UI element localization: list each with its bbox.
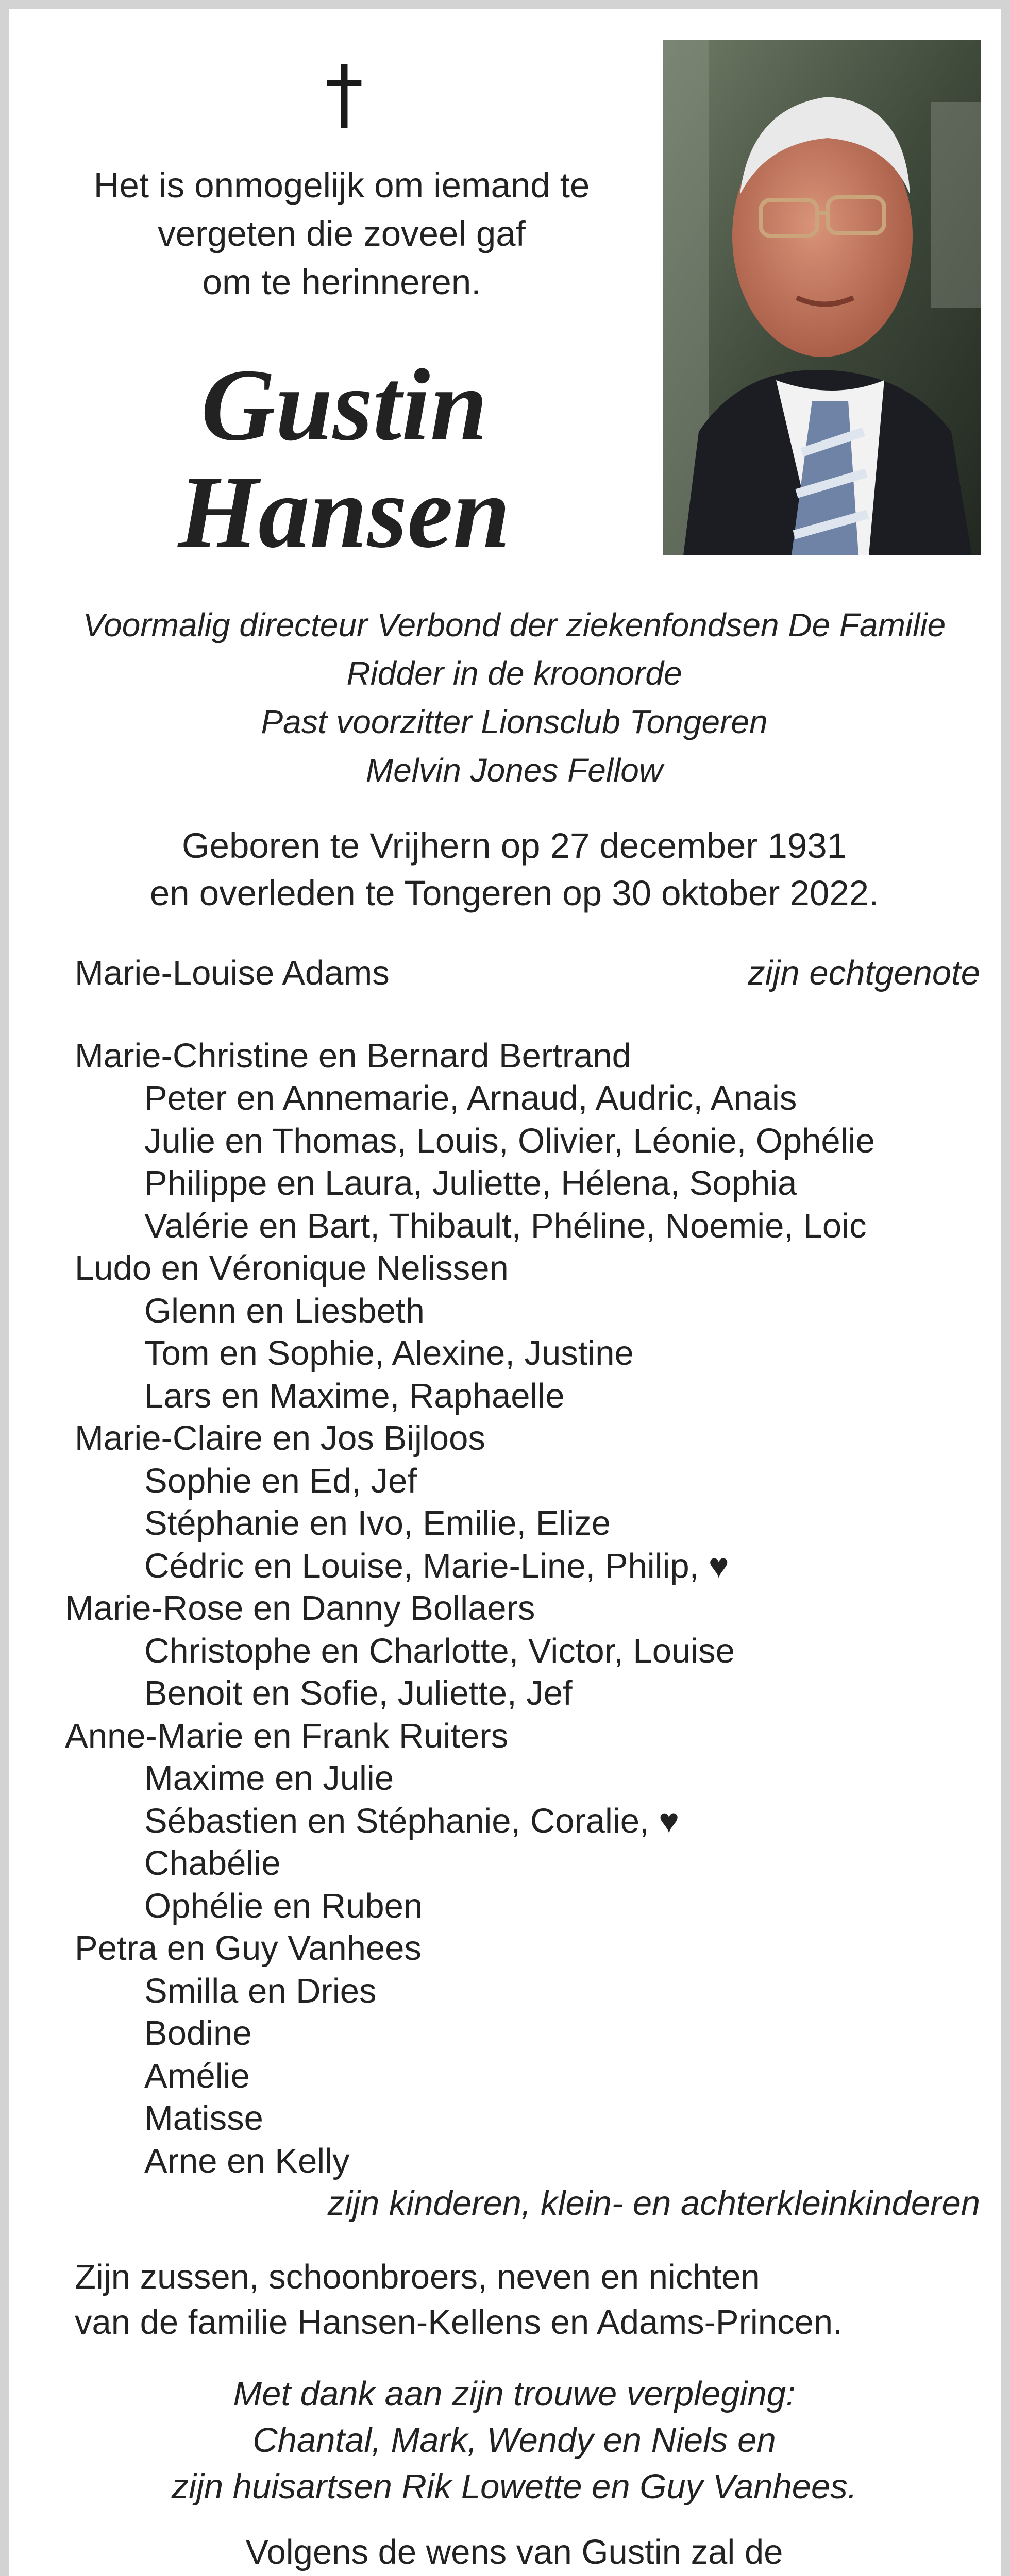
family-rows [9, 1035, 1001, 2183]
obituary-card [9, 9, 1001, 2576]
spouse-row [9, 952, 1001, 995]
honorary-titles: Voormalig directeur Verbond der ziekenfondsen De Familie Ridder in de kroonorde Past voorzitter Lionsclub Tongeren Melvin Jones Fellow [82, 606, 946, 789]
grandchild-row: Valérie en Bart, Thibault, Phéline, Noemie, Loic [144, 1206, 867, 1245]
grandchild-row: Peter en Annemarie, Arnaud, Audric, Anais [144, 1079, 797, 1117]
spouse-name: Marie-Louise Adams [75, 954, 390, 992]
child-row: Marie-Christine en Bernard Bertrand [75, 1036, 631, 1075]
cross-icon: † [325, 49, 364, 139]
child-row: Marie-Claire en Jos Bijloos [75, 1419, 485, 1458]
grandchild-row: Christophe en Charlotte, Victor, Louise [144, 1631, 735, 1670]
memorial-quote: Het is onmogelijk om iemand te vergeten die zoveel gaf om te herinneren. [93, 165, 590, 302]
grandchild-row: Lars en Maxime, Raphaelle [144, 1376, 565, 1415]
relatives-text: Zijn zussen, schoonbroers, neven en nichten van de familie Hansen-Kellens en Adams-Princen. [75, 2258, 843, 2342]
spouse-relation: zijn echtgenote [748, 954, 980, 992]
grandchild-row: Maxime en Julie [144, 1759, 394, 1798]
ceremony-text: Volgens de wens van Gustin zal de [245, 2533, 783, 2571]
child-row: Anne-Marie en Frank Ruiters [65, 1716, 509, 1755]
grandchild-row: Philippe en Laura, Juliette, Hélena, Sophia [144, 1164, 797, 1202]
grandchild-row: Tom en Sophie, Alexine, Justine [144, 1334, 634, 1372]
grandchild-row: Amélie [144, 2056, 250, 2095]
grandchild-row: Cédric en Louise, Marie-Line, Philip, ♥ [144, 1546, 729, 1585]
grandchild-row: Ophélie en Ruben [144, 1886, 423, 1925]
grandchild-row: Arne en Kelly [144, 2141, 350, 2180]
child-row: Ludo en Véronique Nelissen [75, 1249, 509, 1287]
child-row: Petra en Guy Vanhees [75, 1929, 422, 1968]
deceased-name: Gustin Hansen [178, 348, 511, 569]
child-row: Marie-Rose en Danny Bollaers [65, 1589, 535, 1628]
grandchild-row: Sophie en Ed, Jef [144, 1461, 417, 1500]
grandchild-row: Benoit en Sofie, Juliette, Jef [144, 1674, 573, 1713]
portrait-photo [663, 40, 981, 555]
birth-death-dates: Geboren te Vrijhern op 27 december 1931 en overleden te Tongeren op 30 oktober 2022. [149, 826, 879, 913]
grandchild-row: Stéphanie en Ivo, Emilie, Elize [144, 1504, 611, 1543]
children-note: zijn kinderen, klein- en achterkleinkinderen [327, 2184, 980, 2223]
family-list [9, 952, 1001, 2225]
grandchild-row: Matisse [144, 2099, 263, 2138]
grandchild-row: Smilla en Dries [144, 1971, 377, 2010]
thanks-text: Met dank aan zijn trouwe verpleging: Chantal, Mark, Wendy en Niels en zijn huisartsen Rik Lowette en Guy Vanhees. [171, 2375, 857, 2506]
grandchild-row: Chabélie [144, 1844, 281, 1883]
grandchild-row: Julie en Thomas, Louis, Olivier, Léonie, Ophélie [144, 1121, 875, 1160]
grandchild-row: Bodine [144, 2014, 252, 2053]
grandchild-row: Glenn en Liesbeth [144, 1291, 425, 1330]
grandchild-row: Sébastien en Stéphanie, Coralie, ♥ [144, 1801, 680, 1840]
